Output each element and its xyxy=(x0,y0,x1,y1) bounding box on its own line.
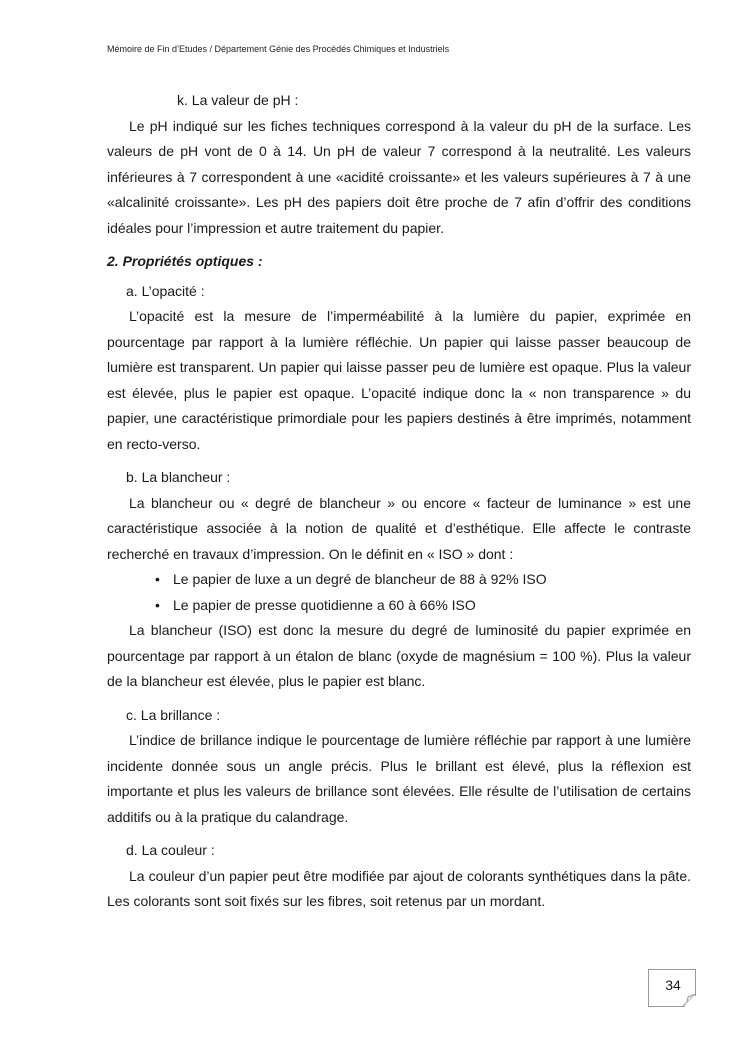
page-number: 34 xyxy=(665,977,681,993)
paragraph-opacity: L’opacité est la mesure de l’imperméabilité à la lumière du papier, exprimée en pourcentage par rapport à la lumière réfléchie. Un papier qui laisse passer beaucoup de lumière est transparent. Un papier qui laisse passer peu de lumière est opaque. Plus la valeur est élevée, plus le papier est opaque. L’opacité indique donc la « non transparence » du papier, une caractéristique primordiale pour les papiers destinés à être imprimés, notamment en recto-verso. xyxy=(107,308,691,452)
document-body xyxy=(107,88,691,915)
subheading-gloss: c. La brillance : xyxy=(126,706,221,723)
paragraph-whiteness-intro: La blancheur ou « degré de blancheur » ou encore « facteur de luminance » est une caractéristique associée à la notion de qualité et d’esthétique. Elle affecte le contraste recherché en travaux d’impression. On le définit en « ISO » dont : xyxy=(107,494,691,562)
page-header: Mémoire de Fin d’Etudes / Département Génie des Procédés Chimiques et Industriels xyxy=(107,44,450,54)
whiteness-bullet-list xyxy=(107,567,691,618)
list-item-text: Le papier de presse quotidienne a 60 à 66% ISO xyxy=(173,596,476,613)
list-item xyxy=(155,567,691,593)
folded-corner-icon xyxy=(683,994,696,1007)
list-item-text: Le papier de luxe a un degré de blancheur de 88 à 92% ISO xyxy=(173,571,547,587)
paragraph-gloss: L’indice de brillance indique le pourcentage de lumière réfléchie par rapport à une lumière incidente donnée sous un angle précis. Plus le brillant est élevé, plus la réflexion est importante et plus les valeurs de brillance sont élevées. Elle résulte de l’utilisation de certains additifs ou à la pratique du calandrage. xyxy=(107,732,691,825)
paragraph-color: La couleur d’un papier peut être modifiée par ajout de colorants synthétiques dans la pâte. Les colorants sont soit fixés sur les fibres, soit retenus par un mordant. xyxy=(107,867,691,909)
bullet-icon: • xyxy=(155,571,160,587)
section-heading-optical-properties: 2. Propriétés optiques : xyxy=(107,253,263,269)
paragraph-ph: Le pH indiqué sur les fiches techniques correspond à la valeur du pH de la surface. Les valeurs de pH vont de 0 à 14. Un pH de valeur 7 correspond à la neutralité. Les valeurs inférieures à 7 correspondent à une «acidité croissante» et les valeurs supérieures à 7 à une «alcalinité croissante». Les pH des papiers doit être proche de 7 afin d’offrir des conditions idéales pour l’impression et autre traitement du papier. xyxy=(107,117,691,236)
subheading-opacity: a. L’opacité : xyxy=(126,282,205,299)
paragraph-whiteness-definition: La blancheur (ISO) est donc la mesure du degré de luminosité du papier exprimée en pourcentage par rapport à un étalon de blanc (oxyde de magnésium = 100 %). Plus la valeur de la blancheur est élevée, plus le papier est blanc. xyxy=(107,622,691,689)
subheading-whiteness: b. La blancheur : xyxy=(126,469,231,485)
page-number-box xyxy=(648,969,696,1007)
bullet-icon: • xyxy=(155,596,160,613)
list-item xyxy=(155,593,691,619)
subheading-ph: k. La valeur de pH : xyxy=(177,92,299,108)
subheading-color: d. La couleur : xyxy=(126,842,215,858)
